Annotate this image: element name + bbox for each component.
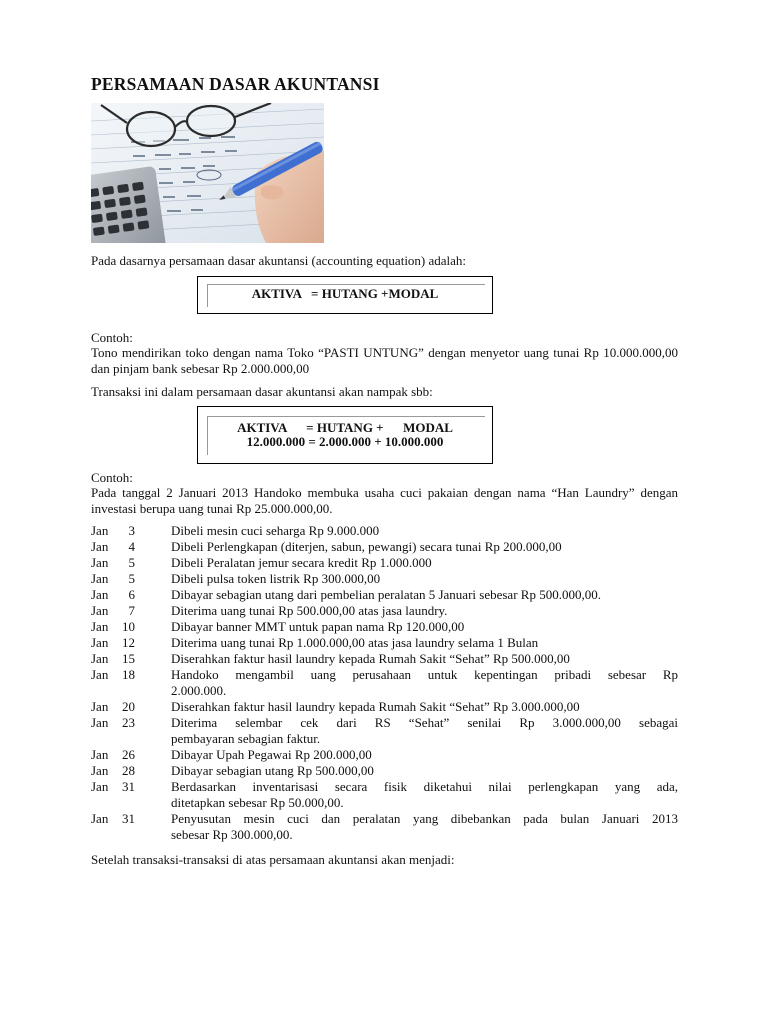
transaction-day: 28: [122, 763, 135, 778]
contoh-1-label: Contoh:: [91, 330, 133, 345]
transaction-month: Jan: [91, 523, 109, 538]
transaction-day: 23: [122, 715, 135, 730]
transaction-description: Dibayar Upah Pegawai Rp 200.000,00: [171, 747, 372, 762]
transaksi-text: Transaksi ini dalam persamaan dasar akuntansi akan nampak sbb:: [91, 384, 433, 399]
transaction-description: pembayaran sebagian faktur.: [171, 730, 321, 746]
transaction-day: 12: [122, 635, 135, 650]
transaction-month: Jan: [91, 667, 109, 682]
transaction-day: 18: [122, 667, 135, 682]
transaction-day: 31: [122, 779, 135, 794]
transaction-month: Jan: [91, 715, 109, 730]
transaction-description: Penyusutan mesin cuci dan peralatan yang dibebankan pada bulan Januari 2013: [171, 811, 678, 826]
transaction-day: 4: [128, 539, 135, 554]
transaction-month: Jan: [91, 779, 109, 794]
transaction-row: [91, 715, 678, 747]
transaction-month: Jan: [91, 571, 109, 586]
transaction-description: Diserahkan faktur hasil laundry kepada Rumah Sakit “Sehat” Rp 3.000.000,00: [171, 699, 580, 714]
transaction-description: Dibeli pulsa token listrik Rp 300.000,00: [171, 571, 381, 586]
transaction-description: sebesar Rp 300.000,00.: [171, 826, 293, 842]
transaction-day: 5: [128, 555, 135, 570]
transaction-day: 20: [122, 699, 135, 714]
transaction-description: Dibayar sebagian utang Rp 500.000,00: [171, 763, 374, 778]
page-title: PERSAMAAN DASAR AKUNTANSI: [91, 74, 380, 94]
transaction-day: 15: [122, 651, 135, 666]
transaction-day: 26: [122, 747, 135, 762]
transaction-description: Handoko mengambil uang perusahaan untuk kepentingan pribadi sebesar Rp: [171, 667, 678, 682]
equation-box-2: [197, 406, 493, 464]
transaction-description: Berdasarkan inventarisasi secara fisik diketahui nilai perlengkapan yang ada,: [171, 779, 678, 794]
transaction-description: Dibayar banner MMT untuk papan nama Rp 120.000,00: [171, 619, 465, 634]
transaction-day: 7: [128, 603, 135, 618]
transaction-row: [91, 699, 678, 715]
transaction-row: [91, 811, 678, 843]
transaction-month: Jan: [91, 699, 109, 714]
transaction-month: Jan: [91, 635, 109, 650]
transaction-month: Jan: [91, 539, 109, 554]
equation-box-2-line2: 12.000.000 = 2.000.000 + 10.000.000: [246, 434, 444, 449]
transaction-description: Dibeli mesin cuci seharga Rp 9.000.000: [171, 523, 380, 538]
transaction-row: [91, 555, 678, 571]
transaction-day: 10: [122, 619, 135, 634]
transaction-row: [91, 571, 678, 587]
transaction-description: Dibeli Perlengkapan (diterjen, sabun, pewangi) secara tunai Rp 200.000,00: [171, 539, 562, 554]
transaction-row: [91, 635, 678, 651]
transaction-description: ditetapkan sebesar Rp 50.000,00.: [171, 794, 344, 810]
transaction-description: Diterima uang tunai Rp 500.000,00 atas jasa laundry.: [171, 603, 448, 618]
transaction-description: Dibeli Peralatan jemur secara kredit Rp 1.000.000: [171, 555, 432, 570]
transaction-row: [91, 667, 678, 699]
transaction-row: [91, 763, 678, 779]
accounting-photo: [91, 103, 324, 243]
transaction-description: Dibayar sebagian utang dari pembelian peralatan 5 Januari sebesar Rp 500.000,00.: [171, 587, 601, 602]
transaction-month: Jan: [91, 603, 109, 618]
transaction-month: Jan: [91, 763, 109, 778]
equation-box-1: [197, 276, 493, 314]
transaction-row: [91, 523, 678, 539]
transaction-month: Jan: [91, 651, 109, 666]
transaction-row: [91, 587, 678, 603]
transaction-month: Jan: [91, 555, 109, 570]
transaction-row: [91, 779, 678, 811]
transaction-day: 31: [122, 811, 135, 826]
intro-text: Pada dasarnya persamaan dasar akuntansi (accounting equation) adalah:: [91, 253, 467, 268]
transaction-description: 2.000.000.: [171, 682, 227, 698]
equation-box-2-line1: AKTIVA = HUTANG + MODAL: [237, 420, 453, 435]
transaction-month: Jan: [91, 619, 109, 634]
transaction-description: Diserahkan faktur hasil laundry kepada Rumah Sakit “Sehat” Rp 500.000,00: [171, 651, 570, 666]
transaction-row: [91, 651, 678, 667]
transaction-day: 6: [128, 587, 135, 602]
closing-text: Setelah transaksi-transaksi di atas persamaan akuntansi akan menjadi:: [91, 852, 455, 867]
transaction-row: [91, 747, 678, 763]
transaction-row: [91, 539, 678, 555]
transaction-day: 3: [128, 523, 135, 538]
transaction-row: [91, 603, 678, 619]
transaction-row: [91, 619, 678, 635]
contoh-1-text: Tono mendirikan toko dengan nama Toko “PASTI UNTUNG” dengan menyetor uang tunai Rp 10.000.000,00 dan pinjam bank sebesar Rp 2.000.000,00: [91, 345, 678, 376]
transaction-day: 5: [128, 571, 135, 586]
transaction-description: Diterima uang tunai Rp 1.000.000,00 atas jasa laundry selama 1 Bulan: [171, 635, 539, 650]
contoh-2-label: Contoh:: [91, 470, 133, 485]
accounting-photo-illustration: [91, 103, 324, 243]
transaction-month: Jan: [91, 747, 109, 762]
contoh-2-text: Pada tanggal 2 Januari 2013 Handoko membuka usaha cuci pakaian dengan nama “Han Laundry” dengan investasi berupa uang tunai Rp 25.000.000,00.: [91, 485, 678, 516]
equation-box-1-text: AKTIVA = HUTANG +MODAL: [251, 286, 439, 301]
transaction-description: Diterima selembar cek dari RS “Sehat” senilai Rp 3.000.000,00 sebagai: [171, 715, 678, 730]
transaction-month: Jan: [91, 811, 109, 826]
transaction-month: Jan: [91, 587, 109, 602]
